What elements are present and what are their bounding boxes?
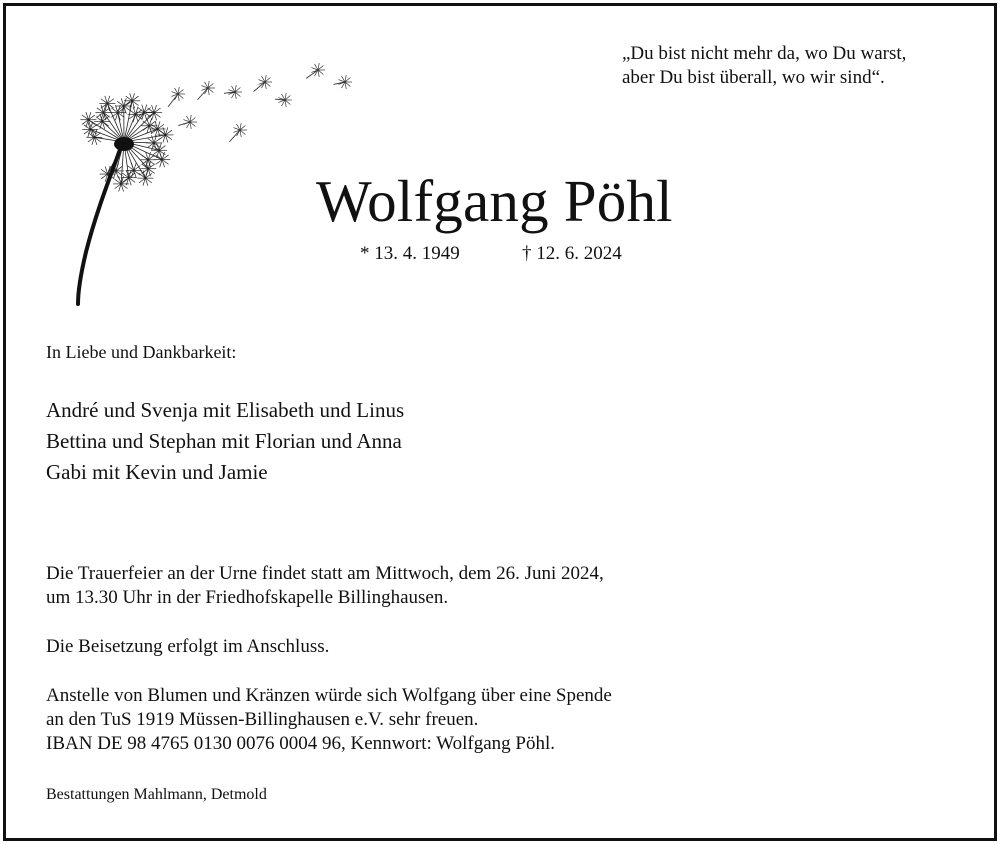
death-date: † 12. 6. 2024 [522,243,622,264]
donation-line: Anstelle von Blumen und Kränzen würde sich Wolfgang über eine Spende [46,685,612,706]
quote-line: aber Du bist überall, wo wir sind“. [622,67,885,88]
donation-line: an den TuS 1919 Müssen-Billinghausen e.V. sehr freuen. [46,709,479,730]
ceremony-line: um 13.30 Uhr in der Friedhofskapelle Billinghausen. [46,587,449,608]
list-item: Gabi mit Kevin und Jamie [46,460,268,484]
dandelion-icon [60,52,360,312]
ceremony-info [46,562,604,610]
donation-line: IBAN DE 98 4765 0130 0076 0004 96, Kennwort: Wolfgang Pöhl. [46,733,555,754]
ceremony-line: Die Trauerfeier an der Urne findet statt am Mittwoch, dem 26. Juni 2024, [46,563,604,584]
list-item: Bettina und Stephan mit Florian und Anna [46,429,402,453]
list-item: André und Svenja mit Elisabeth und Linus [46,398,405,422]
quote [622,42,906,90]
deceased-name: Wolfgang Pöhl [316,168,673,234]
donation-info [46,684,612,756]
mourners-list [46,395,404,488]
birth-date: * 13. 4. 1949 [360,243,460,264]
funeral-home: Bestattungen Mahlmann, Detmold [46,786,267,803]
intro-text: In Liebe und Dankbarkeit: [46,342,237,362]
burial-info: Die Beisetzung erfolgt im Anschluss. [46,636,330,657]
quote-line: „Du bist nicht mehr da, wo Du warst, [622,43,907,64]
